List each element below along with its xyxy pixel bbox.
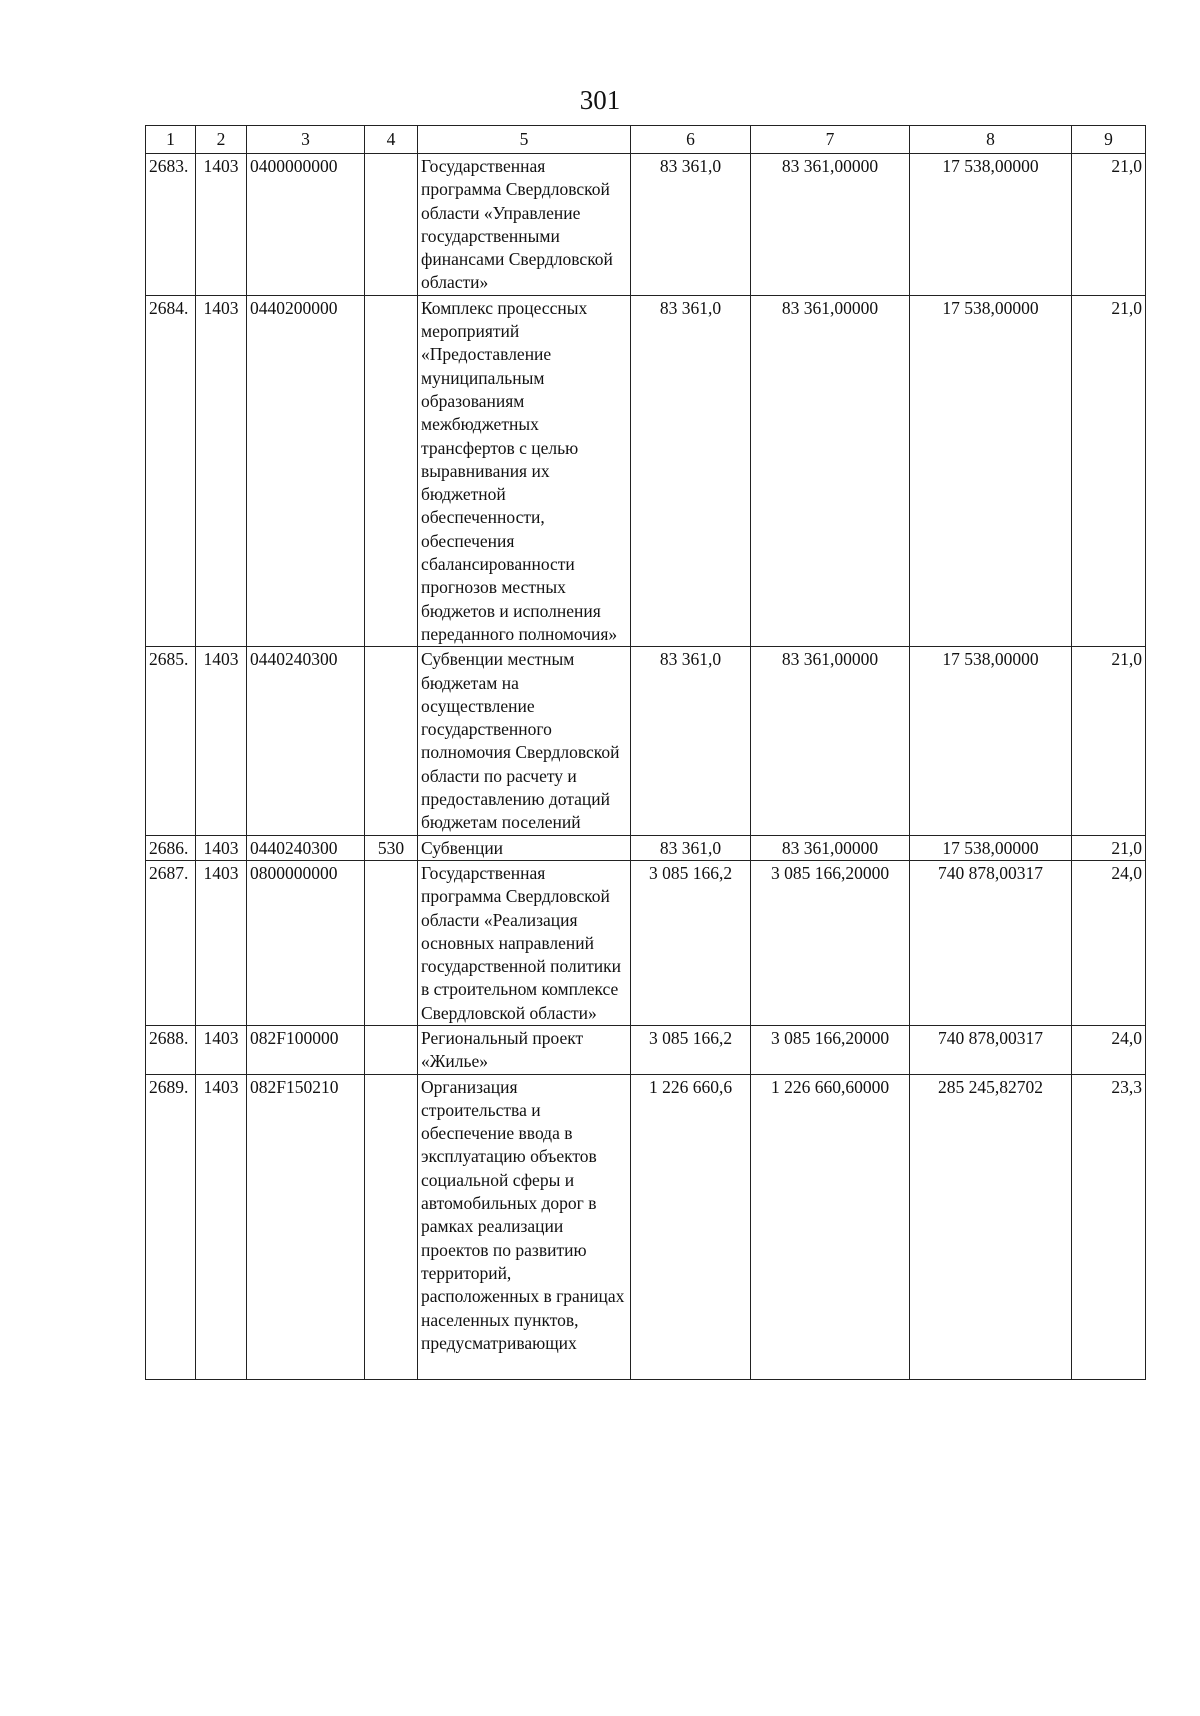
revised-amount: 83 361,00000 [751,647,910,835]
item-name: Субвенции местным бюджетам на осуществление государственного полномочия Свердловской области по расчету и предоставлению дотаций бюджетам поселений [418,647,631,835]
expense-type-code [365,1025,418,1074]
section-code: 1403 [196,835,247,860]
executed-amount: 17 538,00000 [910,154,1072,296]
expense-type-code [365,295,418,646]
table-row [146,860,1146,1025]
revised-amount: 83 361,00000 [751,154,910,296]
execution-percent: 24,0 [1072,1025,1146,1074]
execution-percent: 21,0 [1072,295,1146,646]
target-code: 0440240300 [247,647,365,835]
execution-percent: 21,0 [1072,154,1146,296]
expense-type-code [365,154,418,296]
execution-percent: 23,3 [1072,1074,1146,1379]
revised-amount: 83 361,00000 [751,295,910,646]
executed-amount: 740 878,00317 [910,860,1072,1025]
table-header-row [146,126,1146,154]
target-code: 0440200000 [247,295,365,646]
item-name: Организация строительства и обеспечение ввода в эксплуатацию объектов социальной сферы и автомобильных дорог в рамках реализации проектов по развитию территорий, расположенных в границах населенных пунктов, предусматривающих [418,1074,631,1379]
table-row [146,647,1146,835]
header-cell: 6 [631,126,751,154]
table-row [146,295,1146,646]
revised-amount: 3 085 166,20000 [751,860,910,1025]
section-code: 1403 [196,295,247,646]
row-number: 2687. [146,860,196,1025]
section-code: 1403 [196,860,247,1025]
header-cell: 7 [751,126,910,154]
budget-table [145,125,1146,1380]
revised-amount: 1 226 660,60000 [751,1074,910,1379]
header-cell: 8 [910,126,1072,154]
row-number: 2688. [146,1025,196,1074]
executed-amount: 17 538,00000 [910,835,1072,860]
target-code: 0440240300 [247,835,365,860]
row-number: 2683. [146,154,196,296]
section-code: 1403 [196,1025,247,1074]
expense-type-code [365,1074,418,1379]
execution-percent: 21,0 [1072,835,1146,860]
row-number: 2686. [146,835,196,860]
expense-type-code [365,647,418,835]
plan-amount: 3 085 166,2 [631,860,751,1025]
header-cell: 4 [365,126,418,154]
header-cell: 3 [247,126,365,154]
table-row [146,835,1146,860]
plan-amount: 3 085 166,2 [631,1025,751,1074]
target-code: 082F100000 [247,1025,365,1074]
executed-amount: 740 878,00317 [910,1025,1072,1074]
plan-amount: 83 361,0 [631,647,751,835]
table-row [146,154,1146,296]
row-number: 2689. [146,1074,196,1379]
item-name: Государственная программа Свердловской области «Реализация основных направлений государственной политики в строительном комплексе Свердловской области» [418,860,631,1025]
expense-type-code [365,860,418,1025]
execution-percent: 21,0 [1072,647,1146,835]
row-number: 2685. [146,647,196,835]
section-code: 1403 [196,1074,247,1379]
header-cell: 1 [146,126,196,154]
revised-amount: 83 361,00000 [751,835,910,860]
plan-amount: 1 226 660,6 [631,1074,751,1379]
table-row [146,1074,1146,1379]
section-code: 1403 [196,154,247,296]
plan-amount: 83 361,0 [631,835,751,860]
plan-amount: 83 361,0 [631,295,751,646]
executed-amount: 285 245,82702 [910,1074,1072,1379]
execution-percent: 24,0 [1072,860,1146,1025]
header-cell: 2 [196,126,247,154]
page-number: 301 [579,85,621,115]
target-code: 0800000000 [247,860,365,1025]
item-name: Субвенции [418,835,631,860]
item-name: Региональный проект «Жилье» [418,1025,631,1074]
target-code: 082F150210 [247,1074,365,1379]
item-name: Комплекс процессных мероприятий «Предоставление муниципальным образованиям межбюджетных трансфертов с целью выравнивания их бюджетной обеспеченности, обеспечения сбалансированности прогнозов местных бюджетов и исполнения переданного полномочия» [418,295,631,646]
target-code: 0400000000 [247,154,365,296]
row-number: 2684. [146,295,196,646]
plan-amount: 83 361,0 [631,154,751,296]
header-cell: 5 [418,126,631,154]
header-cell: 9 [1072,126,1146,154]
item-name: Государственная программа Свердловской области «Управление государственными финансами Свердловской области» [418,154,631,296]
table-row [146,1025,1146,1074]
executed-amount: 17 538,00000 [910,295,1072,646]
section-code: 1403 [196,647,247,835]
revised-amount: 3 085 166,20000 [751,1025,910,1074]
executed-amount: 17 538,00000 [910,647,1072,835]
expense-type-code: 530 [365,835,418,860]
